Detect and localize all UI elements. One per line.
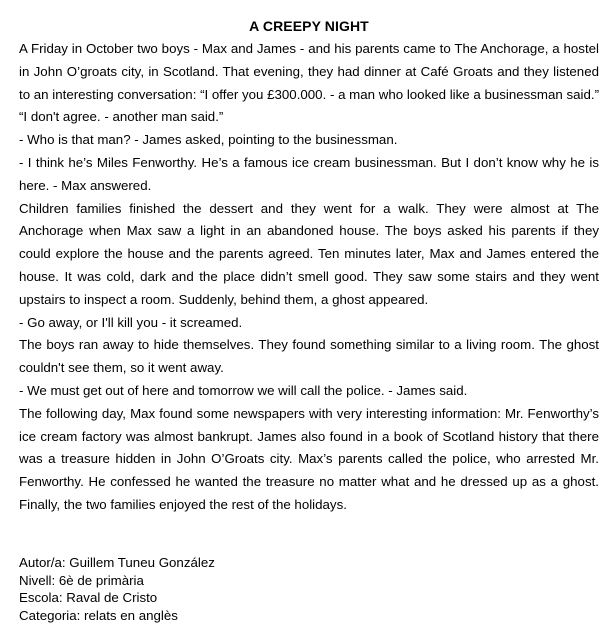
story-paragraph: - Go away, or I'll kill you - it screamed. (19, 314, 243, 330)
story-document (19, 17, 599, 517)
story-title: A CREEPY NIGHT (249, 18, 369, 34)
story-paragraph: The following day, Max found some newspapers with very interesting information: Mr. Fenworthy’s ice cream factory was almost bankrupt. James also found in a book of Scotland history that there was a treasure hidden in John O’Groats city. Max’s parents called the police, who arrested Mr. Fenworthy. He confessed he wanted the treasure no matter what and he dressed up as a ghost. Finally, the two families enjoyed the rest of the holidays. (19, 405, 599, 512)
story-paragraph: - I think he’s Miles Fenworthy. He’s a famous ice cream businessman. But I don’t know why he is here. - Max answered. (19, 154, 599, 193)
story-paragraph: - We must get out of here and tomorrow we will call the police. - James said. (19, 382, 468, 398)
story-body (19, 38, 599, 517)
story-paragraph: A Friday in October two boys - Max and James - and his parents came to The Anchorage, a hostel in John O’groats city, in Scotland. That evening, they had dinner at Café Groats and they listened to an interesting conversation: “I offer you £300.000. - a man who looked like a businessman said.” “I don't agree. - another man said.” (19, 41, 599, 125)
author-metadata (19, 554, 215, 624)
author-line: Autor/a: Guillem Tuneu González (19, 555, 215, 570)
level-line: Nivell: 6è de primària (19, 572, 144, 588)
school-line: Escola: Raval de Cristo (19, 590, 158, 606)
story-paragraph: - Who is that man? - James asked, pointing to the businessman. (19, 132, 398, 148)
story-paragraph: The boys ran away to hide themselves. They found something similar to a living room. The ghost couldn't see them, so it went away. (19, 337, 599, 376)
story-paragraph: Children families finished the dessert and they went for a walk. They were almost at The Anchorage when Max saw a light in an abandoned house. The boys asked his parents if they could explore the house and the parents agreed. Ten minutes later, Max and James entered the house. It was cold, dark and the place didn’t smell good. They saw some stairs and they went upstairs to inspect a room. Suddenly, behind them, a ghost appeared. (19, 200, 599, 307)
category-line: Categoria: relats en anglès (19, 607, 178, 623)
